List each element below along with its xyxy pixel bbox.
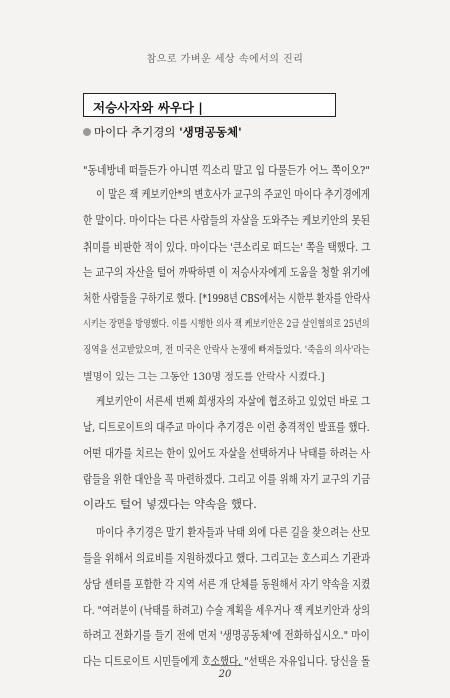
- body-line: 이라도 털어 넣겠다는 약속을 했다.: [83, 497, 257, 511]
- subheading: [83, 124, 242, 140]
- running-head: 참으로 가벼운 세상 속에서의 진리: [146, 54, 304, 65]
- bullet-icon: [83, 128, 91, 136]
- section-title: 저승사자와 싸우다 |: [93, 100, 203, 115]
- body-line: 케보키안이 서른세 번째 희생자의 자살에 협조하고 있었던 바로 그: [96, 394, 371, 408]
- subheading-prefix: 마이다 추기경의: [94, 125, 180, 139]
- footer-rule: [211, 665, 243, 666]
- body-line-last: 다는 디트로이트 시민들에게 호소했다. "선택은 자유입니다. 당신을 돌: [83, 654, 371, 668]
- body-line: 들을 위해서 의료비를 지원하겠다고 했다. 그리고는 호스피스 기관과: [83, 551, 371, 565]
- footnote-line: 별명이 있는 그는 그동안 130명 정도를 안락사 시켰다.]: [83, 372, 325, 383]
- body-line: 상담 센터를 포함한 각 지역 서른 개 단체를 동원해서 자기 약속을 지켰: [83, 577, 371, 591]
- body-line: 처한 사람들을 구하기로 했다. [*1998년 CBS에서는 시한부 환자를 안락사: [83, 291, 371, 305]
- body-line: 날, 디트로이트의 대주교 마이다 추기경은 이런 충격적인 발표를 했다.: [83, 420, 370, 434]
- subheading-emphasis: '생명공동체': [179, 125, 242, 139]
- body-line: 취미를 비판한 적이 있다. 마이다는 '큰소리로 떠드는' 쪽을 택했다. 그: [83, 240, 371, 254]
- body-line: 마이다 추기경은 말기 환자들과 낙태 외에 다른 길을 찾으려는 산모: [96, 525, 370, 539]
- section-title-box: [83, 93, 336, 117]
- body-line: "동네방네 떠들든가 아니면 끽소리 말고 입 다물든가 어느 쪽이오?": [83, 163, 370, 177]
- body-line: 이 말은 잭 케보키안*의 변호사가 교구의 주교인 마이다 추기경에게: [96, 187, 370, 201]
- body-line: 람들을 위한 대안을 꼭 마련하겠다. 그리고 이를 위해 자기 교구의 기금: [83, 472, 371, 486]
- body-line: 어떤 대가를 치르는 한이 있어도 자살을 선택하거나 낙태를 하려는 사: [83, 446, 370, 460]
- body-line: 다. "여러분이 (낙태를 하려고) 수술 계획을 세우거나 잭 케보키안과 상의: [83, 603, 370, 617]
- body-line: 는 교구의 자산을 털어 까딱하면 이 저승사자에게 도움을 청할 위기에: [83, 265, 370, 279]
- page-number: 20: [218, 669, 232, 680]
- body-line: 한 말이다. 마이다는 다른 사람들의 자살을 도와주는 케보키안의 못된: [83, 213, 370, 227]
- footnote-line: 시키는 장면을 방영했다. 이를 시행한 의사 잭 케보키안은 2급 살인혐의로 25년의: [83, 319, 370, 330]
- footnote-line: 징역을 선고받았으며, 전 미국은 안락사 논쟁에 빠져들었다. '죽음의 의사'라는: [83, 345, 370, 356]
- body-line: 하려고 전화기를 들기 전에 먼저 '생명공동체'에 전화하십시오." 마이: [83, 628, 370, 642]
